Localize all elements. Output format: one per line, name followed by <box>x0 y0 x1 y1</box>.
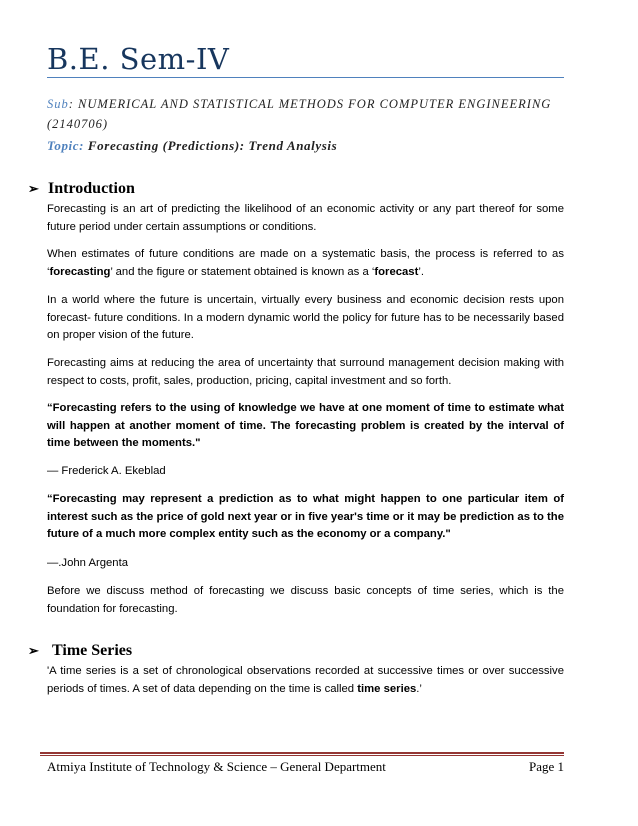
subject-text: : NUMERICAL AND STATISTICAL METHODS FOR COMPUTER ENGINEERING (2140706) <box>47 97 552 131</box>
page-title: B.E. Sem-IV <box>47 42 230 76</box>
term-time-series: time series <box>357 682 417 695</box>
intro-paragraph-1: Forecasting is an art of predicting the likelihood of an economic activity or any part thereof for some future period under certain assumptions or conditions. <box>47 203 564 233</box>
attribution-argenta: —.John Argenta <box>47 557 129 569</box>
intro-paragraph-2 <box>47 246 564 281</box>
topic-line <box>47 138 337 154</box>
quote-argenta: “Forecasting may represent a prediction as to what might happen to one particular item of interest such as the price of gold next year or in five year's time or it may be prediction as to the future of a much more complex entity such as the economy or a company." <box>47 493 564 541</box>
intro-p2-text-a: When estimates of future conditions are made on a systematic basis, the process is referred to as ‘ <box>47 248 564 278</box>
time-series-paragraph <box>47 663 564 698</box>
footer-rule-thin <box>40 755 564 756</box>
introduction-heading <box>28 180 135 198</box>
subject-label: Sub <box>47 97 69 111</box>
ts-text-c: .’ <box>416 682 422 695</box>
attribution-ekeblad: — Frederick A. Ekeblad <box>47 465 166 477</box>
term-forecasting: forecasting <box>49 265 111 278</box>
time-series-heading <box>28 642 132 660</box>
subject-line <box>47 94 564 134</box>
introduction-heading-text: Introduction <box>48 180 135 197</box>
quote-ekeblad: “Forecasting refers to the using of knowledge we have at one moment of time to estimate what will happen at another moment of time. The forecasting problem is created by the interval of time between the moments." <box>47 402 564 450</box>
footer-institute: Atmiya Institute of Technology & Science – General Department <box>47 759 386 774</box>
term-forecast: forecast <box>374 265 419 278</box>
arrowhead-bullet-icon: ➢ <box>28 181 39 196</box>
intro-p2-text-c: ’ and the figure or statement obtained is known as a ‘ <box>110 265 375 278</box>
arrowhead-bullet-icon: ➢ <box>28 643 39 658</box>
intro-paragraph-3: In a world where the future is uncertain, virtually every business and economic decision rests upon forecast- future conditions. In a modern dynamic world the policy for future has to be necessarily based on proper vision of the future. <box>47 294 564 342</box>
page-number: Page 1 <box>528 759 564 774</box>
footer-rule-thick <box>40 752 564 754</box>
title-underline <box>47 77 564 78</box>
ts-text-a: 'A time series is a set of chronological observations recorded at successive times or over successive periods of times. A set of data depending on the time is called <box>47 665 564 695</box>
time-series-heading-text: Time Series <box>52 642 133 659</box>
topic-text: Forecasting (Predictions): Trend Analysis <box>84 138 338 153</box>
intro-paragraph-4: Forecasting aims at reducing the area of uncertainty that surround management decision making with respect to costs, profit, sales, production, pricing, capital investment and so forth. <box>47 357 564 387</box>
intro-p2-text-e: ’. <box>418 265 424 278</box>
topic-label: Topic: <box>47 138 85 153</box>
intro-paragraph-5: Before we discuss method of forecasting we discuss basic concepts of time series, which is the foundation for forecasting. <box>47 585 564 615</box>
